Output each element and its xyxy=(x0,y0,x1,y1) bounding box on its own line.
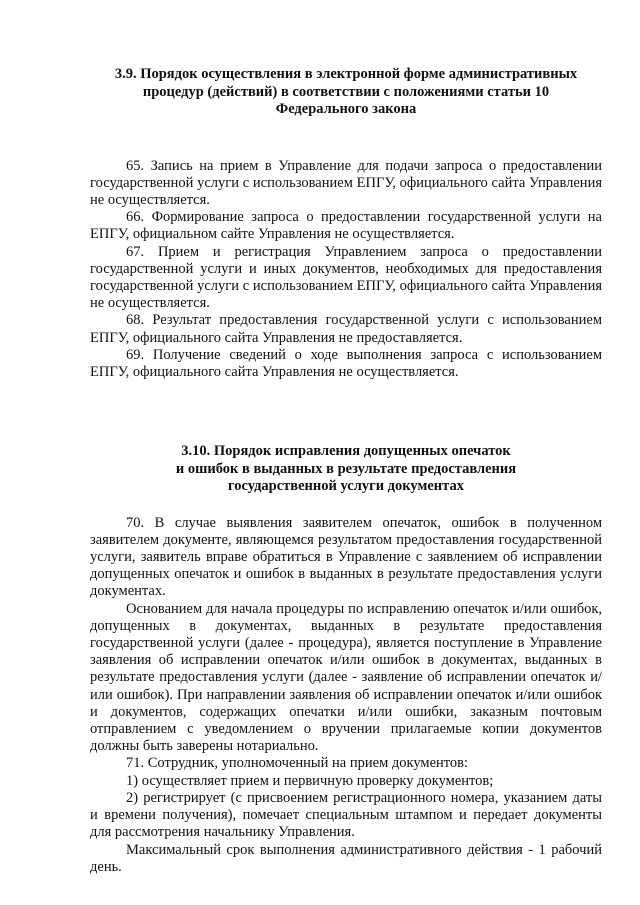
section-3-10-heading xyxy=(90,443,602,496)
paragraph-69: 69. Получение сведений о ходе выполнения запроса с использованием ЕПГУ, официального сайта Управления не осуществляется. xyxy=(90,346,602,380)
heading-line: Федерального закона xyxy=(275,101,417,117)
document-page xyxy=(90,66,602,876)
heading-line: государственной услуги документах xyxy=(228,478,464,495)
paragraph-71-item-1: 1) осуществляет прием и первичную проверку документов; xyxy=(126,772,494,789)
paragraph-grounds: Основанием для начала процедуры по исправлению опечаток и/или ошибок, допущенных в документах, выданных в результате предоставления государственной услуги (далее - процедура), является поступление в Управление заявления об исправлении опечаток и/или ошибок в документах, выданных в результате предоставления услуги (далее - заявление об исправлении опечаток и/или ошибок). При направлении заявления об исправлении опечаток и/или ошибок и документов, содержащих опечатки и/или ошибки, заказным почтовым отправлением с уведомлением о вручении прилагаемые копии документов должны быть заверены нотариально. xyxy=(90,600,602,755)
paragraph-71-item-2: 2) регистрирует (с присвоением регистрационного номера, указанием даты и времени получения), помечает специальным штампом и передает документы для рассмотрения начальнику Управления. xyxy=(90,789,602,841)
paragraph-65: 65. Запись на прием в Управление для подачи запроса о предоставлении государственной услуги с использованием ЕПГУ, официального сайта Управления не осуществляется. xyxy=(90,157,602,208)
heading-line: и ошибок в выданных в результате предоставления xyxy=(175,460,517,477)
paragraph-max-time: Максимальный срок выполнения административного действия - 1 рабочий день. xyxy=(90,841,602,875)
section-3-9-body xyxy=(90,158,602,382)
heading-line: 3.10. Порядок исправления допущенных опечаток xyxy=(181,443,511,460)
heading-line: 3.9. Порядок осуществления в электронной форме административных xyxy=(114,66,578,82)
section-gap xyxy=(90,381,602,443)
section-3-9-heading xyxy=(90,66,602,119)
paragraph-70: 70. В случае выявления заявителем опечаток, ошибок в полученном заявителем документе, являющемся результатом предоставления государственной услуги, заявитель вправе обратиться в Управление с заявлением об исправлении допущенных опечаток и ошибок в выданных в результате предоставления услуги документах. xyxy=(90,514,602,600)
paragraph-67: 67. Прием и регистрация Управлением запроса о предоставлении государственной услуги и иных документов, необходимых для предоставления государственной услуги с использованием ЕПГУ, официального сайта Управления не осуществляется. xyxy=(90,243,602,312)
heading-line: процедур (действий) в соответствии с положениями статьи 10 xyxy=(142,83,550,100)
paragraph-68: 68. Результат предоставления государственной услуги с использованием ЕПГУ, официального сайта Управления не предоставляется. xyxy=(90,312,602,346)
paragraph-71: 71. Сотрудник, уполномоченный на прием документов: xyxy=(126,755,469,772)
paragraph-66: 66. Формирование запроса о предоставлении государственной услуги на ЕПГУ, официальном сайте Управления не осуществляется. xyxy=(90,209,602,243)
section-3-10-body xyxy=(90,515,602,876)
